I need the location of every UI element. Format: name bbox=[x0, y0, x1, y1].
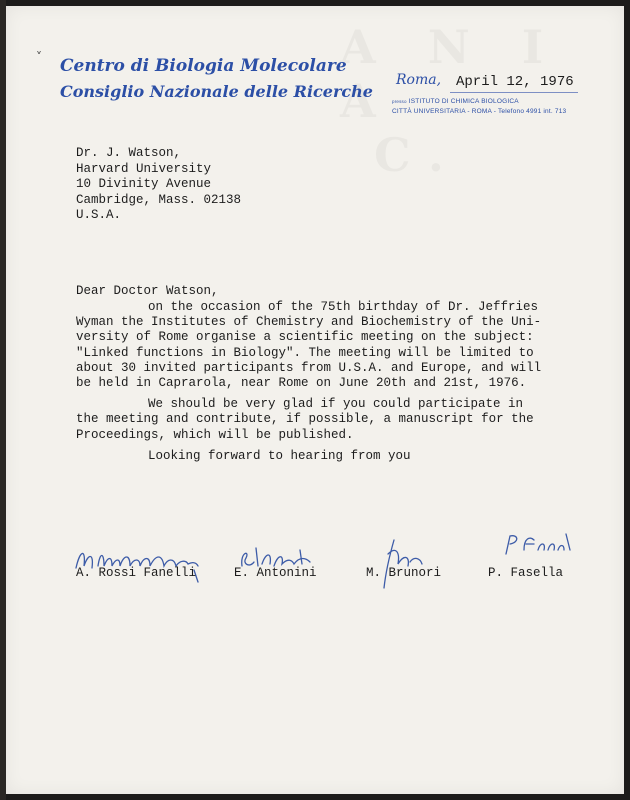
body-line: the meeting and contribute, if possible, a manuscript for the bbox=[76, 412, 534, 427]
body-line: Wyman the Institutes of Chemistry and Biochemistry of the Uni- bbox=[76, 315, 542, 330]
signatory-name: A. Rossi Fanelli bbox=[76, 566, 197, 580]
date-rule bbox=[450, 92, 578, 93]
signatory-name: M. Brunori bbox=[366, 566, 442, 580]
closing-line: Looking forward to hearing from you bbox=[148, 448, 411, 463]
signature-brunori bbox=[370, 534, 430, 594]
letterhead-line1: Centro di Biologia Molecolare bbox=[60, 56, 347, 76]
body-line: be held in Caprarola, near Rome on June 20th and 21st, 1976. bbox=[76, 376, 527, 391]
address-line: Harvard University bbox=[76, 161, 212, 176]
institute-prefix: presso bbox=[392, 99, 407, 104]
signatory-name: P. Fasella bbox=[488, 566, 564, 580]
address-line: Cambridge, Mass. 02138 bbox=[76, 192, 242, 207]
address-line: Dr. J. Watson, bbox=[76, 146, 182, 160]
letter-body bbox=[76, 300, 546, 464]
body-paragraph-3 bbox=[76, 449, 546, 464]
signature-fasella bbox=[500, 530, 580, 560]
address-line: 10 Divinity Avenue bbox=[76, 177, 212, 191]
salutation: Dear Doctor Watson, bbox=[76, 284, 219, 298]
institute-line2: CITTÀ UNIVERSITARIA - ROMA - Telefono 4991 int. 713 bbox=[392, 108, 567, 115]
pen-mark: ˅ bbox=[36, 50, 42, 64]
body-paragraph-1 bbox=[76, 300, 546, 391]
letterhead-line2: Consiglio Nazionale delle Ricerche bbox=[60, 82, 373, 101]
address-line: U.S.A. bbox=[76, 208, 122, 222]
letterhead bbox=[60, 54, 373, 104]
body-line: Proceedings, which will be published. bbox=[76, 427, 354, 442]
body-paragraph-2 bbox=[76, 397, 546, 443]
recipient-address bbox=[76, 146, 241, 224]
body-line: We should be very glad if you could participate in bbox=[148, 397, 524, 412]
body-line: "Linked functions in Biology". The meeting will be limited to bbox=[76, 345, 534, 360]
letterhead-place: Roma, bbox=[396, 72, 442, 88]
signatory-name: E. Antonini bbox=[234, 566, 317, 580]
body-line: about 30 invited participants from U.S.A. and Europe, and will bbox=[76, 360, 542, 375]
institute-block bbox=[392, 97, 566, 117]
letter-date: April 12, 1976 bbox=[456, 74, 574, 90]
institute-line1: ISTITUTO DI CHIMICA BIOLOGICA bbox=[408, 98, 519, 105]
body-line: versity of Rome organise a scientific meeting on the subject: bbox=[76, 330, 534, 345]
body-line: on the occasion of the 75th birthday of Dr. Jeffries bbox=[148, 300, 539, 314]
